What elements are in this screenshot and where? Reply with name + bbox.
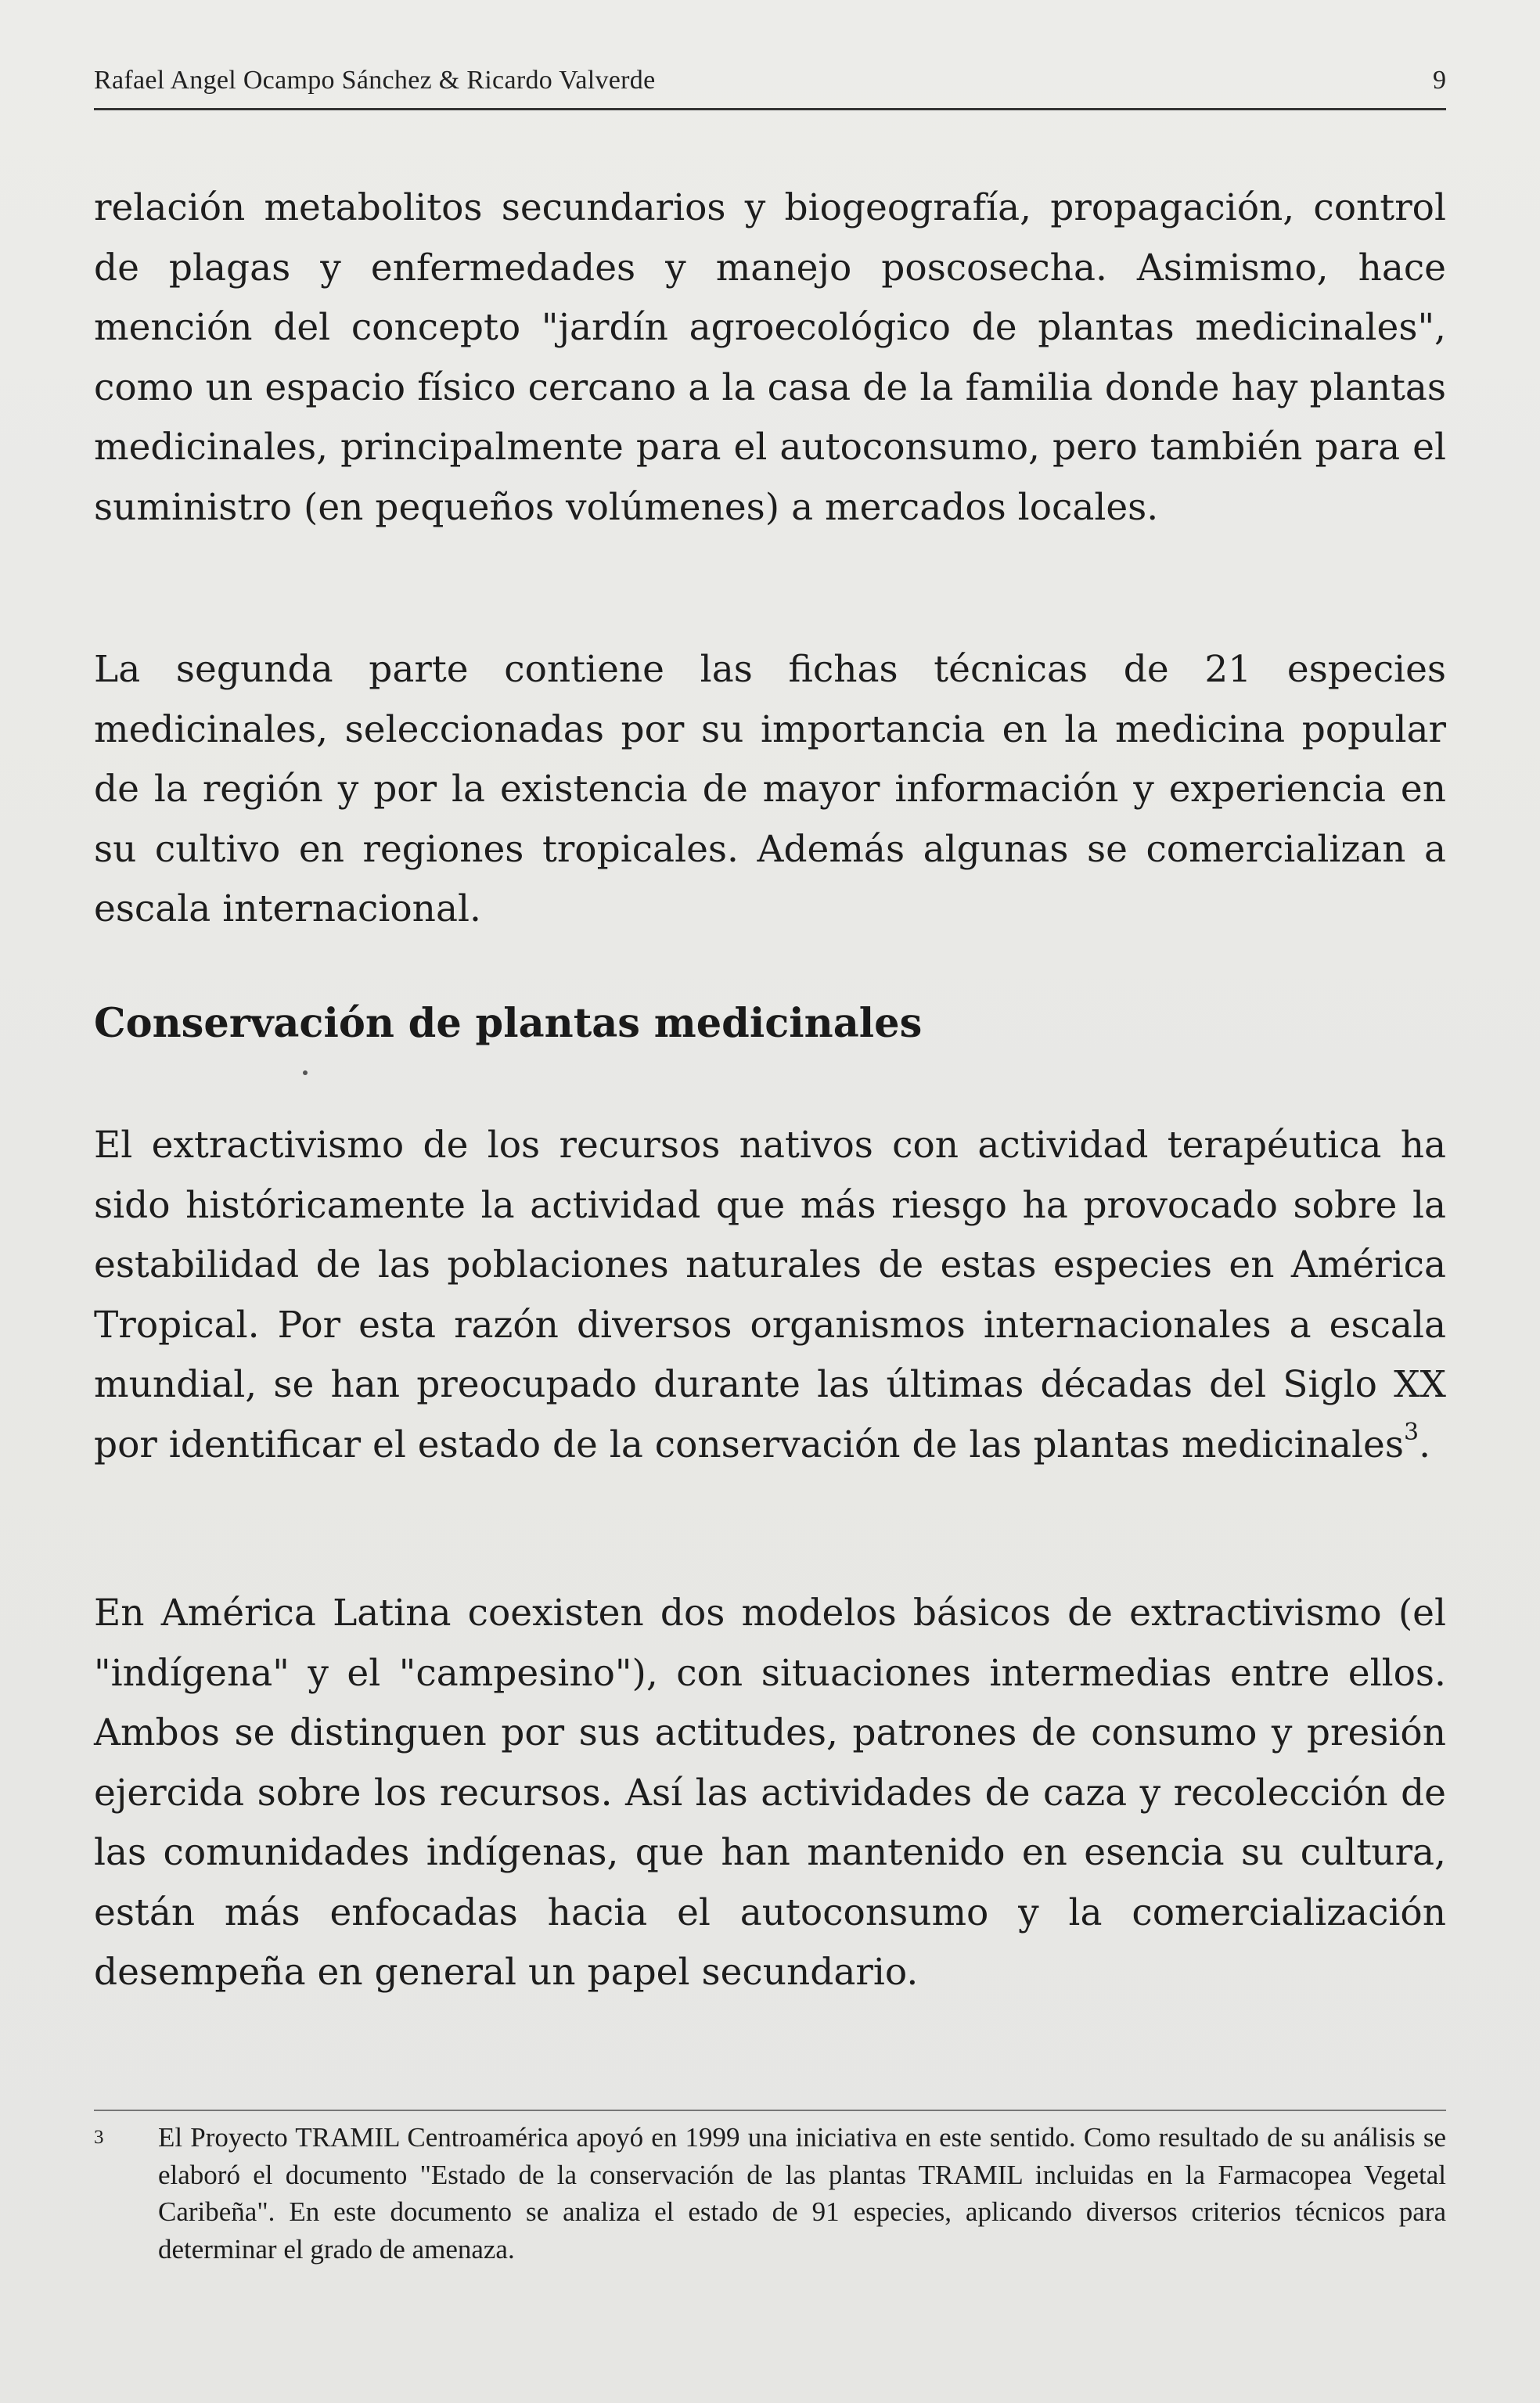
footnote-text: El Proyecto TRAMIL Centroamérica apoyó en 1999 una iniciativa en este sentido. Como resultado de su análisis se elaboró el documento "Estado de la conservación de las plantas TRAMIL incluidas en la Farmacopea Vegetal Caribeña". En este documento se analiza el estado de 91 especies, aplicando diversos criterios técnicos para determinar el grado de amenaza.: [158, 2122, 1446, 2265]
paragraph-extractivism-text: El extractivismo de los recursos nativos con actividad terapéutica ha sido históricamente la actividad que más riesgo ha provocado sobre la estabilidad de las poblaciones naturales de estas especies en América Tropical. Por esta razón diversos organismos internacionales a escala mundial, se han preocupado durante las últimas décadas del Siglo XX por identificar el estado de la conservación de las plantas medicinales: [94, 1124, 1446, 1466]
paragraph-latin-america: En América Latina coexisten dos modelos básicos de extractivismo (el "indígena" y el "campesino"), con situaciones intermedias entre ellos. Ambos se distinguen por sus actitudes, patrones de consumo y presión ejercida sobre los recursos. Así las actividades de caza y recolección de las comunidades indígenas, que han mantenido en esencia su cultura, están más enfocadas hacia el autoconsumo y la comercialización desempeña en general un papel secundario.: [94, 1592, 1446, 1994]
section-heading: Conservación de plantas medicinales: [94, 1000, 923, 1047]
footnote-rule: [94, 2110, 1446, 2111]
paragraph-intro-continuation: relación metabolitos secundarios y biogeografía, propagación, control de plagas y enfermedades y manejo poscosecha. Asimismo, hace mención del concepto "jardín agroecológico de plantas medicinales", como un espacio físico cercano a la casa de la familia donde hay plantas medicinales, principalmente para el autoconsumo, pero también para el suministro (en pequeños volúmenes) a mercados locales.: [94, 186, 1446, 529]
footnote-number: 3: [94, 2127, 104, 2148]
page-header: [94, 66, 1446, 105]
page-number: 9: [1433, 66, 1446, 95]
footnote: [94, 2119, 1446, 2268]
paragraph-second-part: La segunda parte contiene las fichas técnicas de 21 especies medicinales, seleccionadas por su importancia en la medicina popular de la región y por la existencia de mayor información y experiencia en su cultivo en regiones tropicales. Además algunas se comercializan a escala internacional.: [94, 648, 1446, 930]
paragraph-extractivism-end: .: [1419, 1423, 1431, 1466]
paragraph-extractivism: [94, 1116, 1446, 1475]
stray-dot: [303, 1070, 308, 1075]
header-rule: [94, 108, 1446, 110]
running-head: Rafael Angel Ocampo Sánchez & Ricardo Valverde: [94, 66, 656, 95]
footnote-reference[interactable]: 3: [1403, 1418, 1419, 1446]
